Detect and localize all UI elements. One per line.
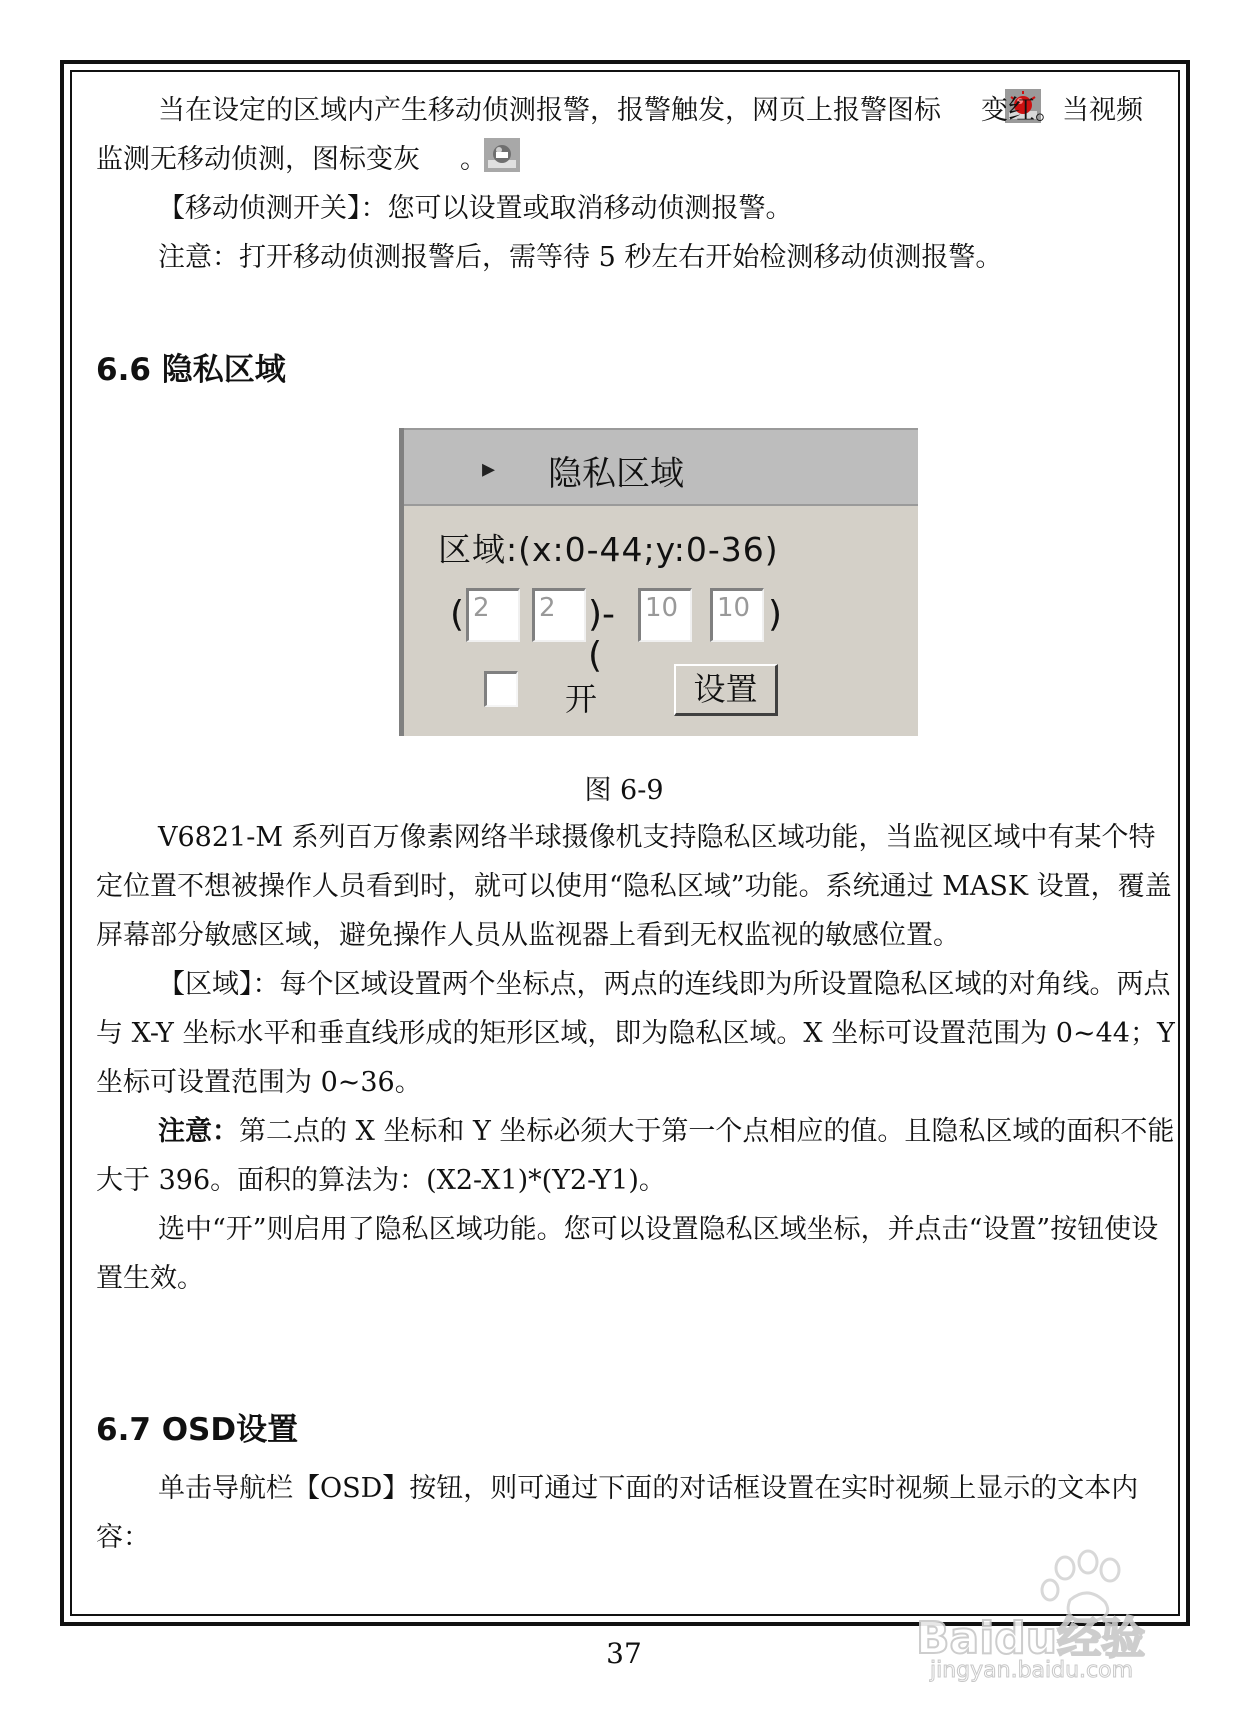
- set-button[interactable]: 设置: [674, 664, 778, 716]
- privacy-description: [96, 813, 1176, 1303]
- note-label: 注意：: [158, 1116, 239, 1147]
- privacy-zone-panel: [399, 428, 918, 736]
- top-text: [96, 86, 1166, 282]
- panel-header[interactable]: [404, 428, 918, 506]
- text-run: 变红。当视频监测无移动侦测，图标变灰: [96, 95, 1143, 175]
- text-run: 当在设定的区域内产生移动侦测报警，报警触发，网页上报警图标: [158, 95, 941, 126]
- paragraph-region: 【区域】：每个区域设置两个坐标点，两点的连线即为所设置隐私区域的对角线。两点与 X-Y 坐标水平和垂直线形成的矩形区域，即为隐私区域。X 坐标可设置范围为 0~44；Y 坐标可设置范围为 0~36。: [96, 969, 1175, 1098]
- close-paren: ): [768, 594, 783, 635]
- separator: )-(: [588, 594, 616, 676]
- section-heading-6-6: 6.6 隐私区域: [96, 352, 286, 388]
- paragraph-enable: 选中“开”则启用了隐私区域功能。您可以设置隐私区域坐标，并点击“设置”按钮使设置生效。: [96, 1214, 1159, 1294]
- paragraph-motion-note: 注意：打开移动侦测报警后，需等待 5 秒左右开始检测移动侦测报警。: [158, 242, 1003, 273]
- panel-title: 隐私区域: [548, 454, 684, 494]
- paragraph-note: [96, 1107, 1176, 1205]
- paragraph-osd: 单击导航栏【OSD】按钮，则可通过下面的对话框设置在实时视频上显示的文本内容：: [96, 1473, 1139, 1553]
- section-heading-6-7: 6.7 OSD设置: [96, 1412, 299, 1448]
- x1-input[interactable]: 2: [466, 588, 520, 642]
- y2-input[interactable]: 10: [710, 588, 764, 642]
- watermark-url: jingyan.baidu.com: [930, 1658, 1134, 1683]
- alarm-gray-icon: [422, 138, 458, 172]
- x2-input[interactable]: 10: [638, 588, 692, 642]
- figure-caption: 图 6-9: [584, 775, 664, 806]
- enable-checkbox[interactable]: [484, 671, 518, 707]
- region-range-label: 区域:(x:0-44;y:0-36): [438, 530, 779, 569]
- paragraph-motion-switch: 【移动侦测开关】：您可以设置或取消移动侦测报警。: [158, 193, 793, 224]
- note-text: 第二点的 X 坐标和 Y 坐标必须大于第一个点相应的值。且隐私区域的面积不能大于 396。面积的算法为：(X2-X1)*(Y2-Y1)。: [96, 1116, 1175, 1196]
- y1-input[interactable]: 2: [532, 588, 586, 642]
- page-number: 37: [606, 1637, 642, 1670]
- paragraph-privacy-intro: V6821-M 系列百万像素网络半球摄像机支持隐私区域功能，当监视区域中有某个特定位置不想被操作人员看到时，就可以使用“隐私区域”功能。系统通过 MASK 设置，覆盖屏幕部分敏感区域，避免操作人员从监视器上看到无权监视的敏感位置。: [96, 822, 1172, 951]
- alarm-red-icon: [943, 89, 979, 123]
- text-run: 。: [460, 144, 487, 175]
- baidu-watermark: [890, 1540, 1210, 1690]
- triangle-right-icon: ▸: [482, 454, 496, 484]
- enable-label: 开: [565, 680, 598, 718]
- paragraph-alarm: [96, 86, 1166, 184]
- open-paren: (: [450, 594, 465, 635]
- watermark-brand: Baidu经验: [916, 1613, 1146, 1664]
